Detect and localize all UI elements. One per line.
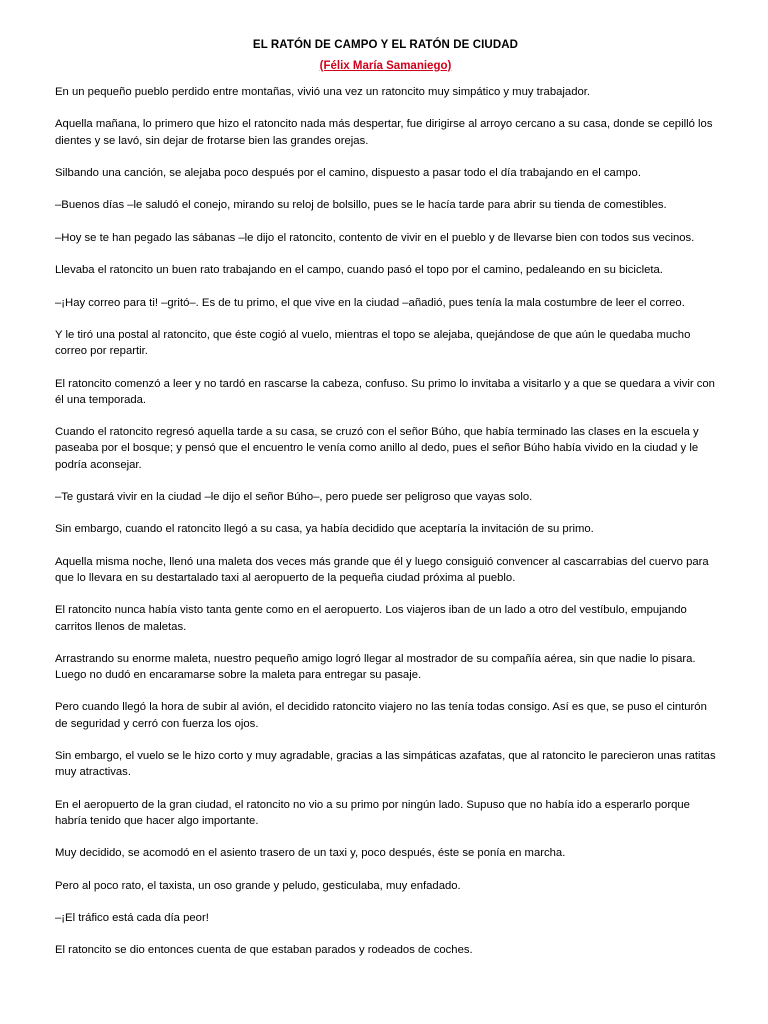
paragraph: –Hoy se te han pegado las sábanas –le dijo el ratoncito, contento de vivir en el pueblo y de llevarse bien con todos sus vecinos. [55, 231, 695, 244]
document-author: (Félix María Samaniego) [319, 60, 452, 72]
paragraph: Pero al poco rato, el taxista, un oso grande y peludo, gesticulaba, muy enfadado. [55, 879, 461, 892]
paragraph: Sin embargo, cuando el ratoncito llegó a su casa, ya había decidido que aceptaría la invitación de su primo. [55, 523, 594, 536]
paragraph: Cuando el ratoncito regresó aquella tarde a su casa, se cruzó con el señor Búho, que había terminado las clases en la escuela y paseaba por el bosque; y pensó que el encuentro le venía como anillo al dedo, pues el señor Búho había vivido en la ciudad y le podría aconsejar. [55, 426, 699, 471]
paragraph: –¡El tráfico está cada día peor! [55, 912, 209, 925]
paragraph: Arrastrando su enorme maleta, nuestro pequeño amigo logró llegar al mostrador de su compañía aérea, sin que nadie lo pisara. Luego no dudó en encaramarse sobre la maleta para entregar su pasaje. [55, 652, 696, 682]
paragraph: –Buenos días –le saludó el conejo, mirando su reloj de bolsillo, pues se le hacía tarde para abrir su tienda de comestibles. [55, 199, 667, 212]
paragraph: Aquella misma noche, llenó una maleta dos veces más grande que él y luego consiguió convencer al cascarrabias del cuervo para que lo llevara en su destartalado taxi al aeropuerto de la pequeña ciudad próxima al pueblo. [55, 555, 709, 584]
paragraph: El ratoncito se dio entonces cuenta de que estaban parados y rodeados de coches. [55, 944, 473, 957]
paragraph: Aquella mañana, lo primero que hizo el ratoncito nada más despertar, fue dirigirse al arroyo cercano a su casa, donde se cepilló los dientes y se lavó, sin dejar de frotarse bien las grandes orejas. [55, 118, 713, 147]
paragraph: Y le tiró una postal al ratoncito, que éste cogió al vuelo, mientras el topo se alejaba, quejándose de que aún le quedaba mucho correo por repartir. [55, 328, 691, 358]
paragraph: En el aeropuerto de la gran ciudad, el ratoncito no vio a su primo por ningún lado. Supuso que no había ido a esperarlo porque habría tenido que hacer algo importante. [55, 798, 690, 827]
paragraph: –¡Hay correo para ti! –gritó–. Es de tu primo, el que vive en la ciudad –añadió, pues tenía la mala costumbre de leer el correo. [55, 296, 685, 309]
paragraph: Pero cuando llegó la hora de subir al avión, el decidido ratoncito viajero no las tenía todas consigo. Así es que, se puso el cinturón de seguridad y cerró con fuerza los ojos. [55, 701, 707, 730]
paragraph: El ratoncito comenzó a leer y no tardó en rascarse la cabeza, confuso. Su primo lo invitaba a visitarlo y a que se quedara a vivir con él una temporada. [55, 377, 715, 406]
paragraph: Silbando una canción, se alejaba poco después por el camino, dispuesto a pasar todo el día trabajando en el campo. [55, 166, 641, 179]
paragraph: En un pequeño pueblo perdido entre montañas, vivió una vez un ratoncito muy simpático y muy trabajador. [55, 86, 591, 98]
document-title: EL RATÓN DE CAMPO Y EL RATÓN DE CIUDAD [252, 39, 519, 51]
document-body [55, 84, 716, 959]
paragraph: Muy decidido, se acomodó en el asiento trasero de un taxi y, poco después, éste se ponía en marcha. [55, 847, 566, 860]
paragraph: –Te gustará vivir en la ciudad –le dijo el señor Búho–, pero puede ser peligroso que vayas solo. [55, 490, 533, 503]
paragraph: Sin embargo, el vuelo se le hizo corto y muy agradable, gracias a las simpáticas azafatas, que al ratoncito le parecieron unas ratitas muy atractivas. [55, 750, 716, 779]
paragraph: El ratoncito nunca había visto tanta gente como en el aeropuerto. Los viajeros iban de un lado a otro del vestíbulo, empujando carritos llenos de maletas. [55, 604, 687, 633]
paragraph: Llevaba el ratoncito un buen rato trabajando en el campo, cuando pasó el topo por el camino, pedaleando en su bicicleta. [55, 264, 663, 277]
